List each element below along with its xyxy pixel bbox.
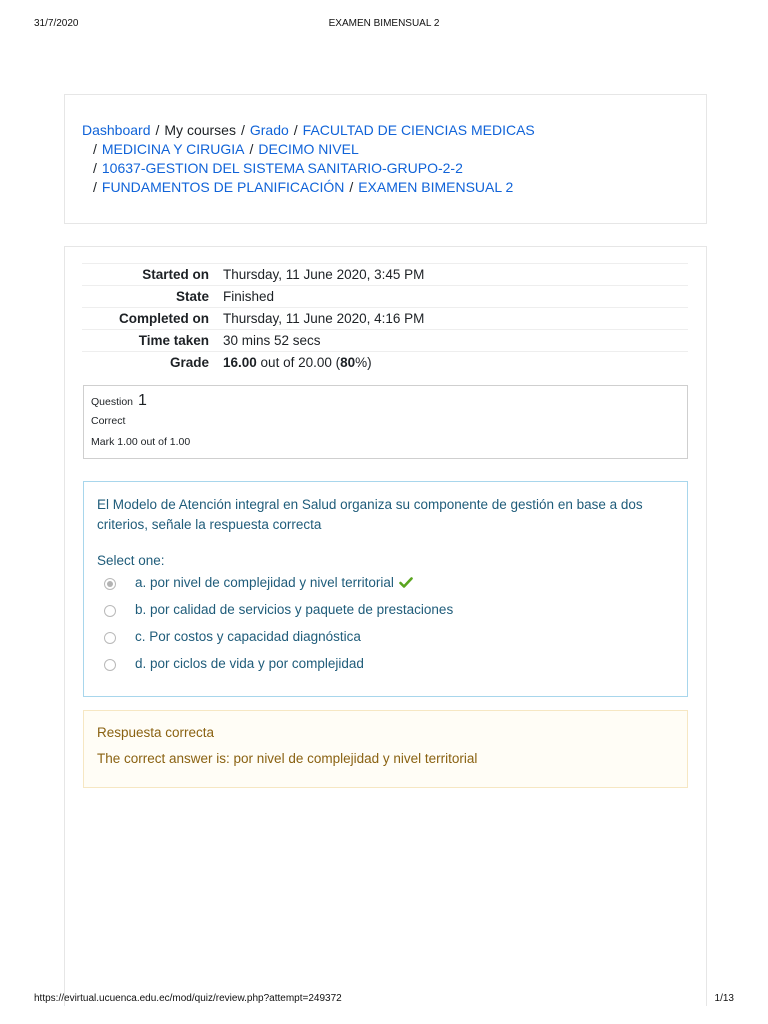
summary-row-started (82, 264, 688, 286)
radio-button[interactable] (104, 605, 116, 617)
answer-option-d[interactable] (104, 656, 674, 676)
summary-label: Grade (169, 355, 209, 371)
summary-label: Started on (142, 267, 209, 282)
breadcrumb-line-4 (82, 178, 682, 197)
answer-label: d. por ciclos de vida y por complejidad (135, 656, 364, 671)
question-state: Correct (91, 415, 126, 427)
breadcrumb-line-2 (82, 140, 682, 159)
print-date: 31/7/2020 (34, 18, 79, 29)
summary-row-time (82, 330, 688, 352)
breadcrumb-section-link[interactable]: FUNDAMENTOS DE PLANIFICACIÓN (101, 179, 345, 195)
answer-option-c[interactable] (104, 629, 674, 649)
radio-button[interactable] (104, 632, 116, 644)
breadcrumb-grado-link[interactable]: Grado (249, 122, 289, 138)
question-number: 1 (137, 392, 147, 409)
breadcrumb-separator: / (93, 141, 97, 157)
print-url: https://evirtual.ucuenca.edu.ec/mod/quiz/review.php?attempt=249372 (34, 993, 342, 1004)
radio-button-selected[interactable] (104, 578, 116, 590)
correct-answer-text: The correct answer is: por nivel de complejidad y nivel territorial (97, 751, 478, 766)
breadcrumb-course-link[interactable]: 10637-GESTION DEL SISTEMA SANITARIO-GRUPO-2-2 (101, 160, 463, 176)
question-mark: Mark 1.00 out of 1.00 (91, 436, 191, 448)
breadcrumb-separator: / (293, 122, 298, 138)
answer-label: c. Por costos y capacidad diagnóstica (135, 629, 361, 644)
breadcrumb-line-3 (82, 159, 682, 178)
print-header (0, 18, 768, 32)
summary-label: Time taken (138, 333, 209, 348)
radio-button[interactable] (104, 659, 116, 671)
summary-row-state (82, 286, 688, 308)
breadcrumb-separator: / (93, 160, 97, 176)
question-formulation (83, 481, 688, 697)
breadcrumb-card (64, 94, 707, 224)
summary-row-completed (82, 308, 688, 330)
breadcrumb-quiz-link[interactable]: EXAMEN BIMENSUAL 2 (358, 179, 514, 195)
answer-label (135, 575, 413, 590)
grade-percent: 80 (340, 355, 356, 371)
print-footer (0, 993, 768, 1007)
summary-value: Finished (223, 289, 275, 304)
question-number-row (91, 392, 680, 408)
breadcrumb-separator: / (93, 179, 97, 195)
check-icon (399, 576, 413, 589)
summary-row-grade (82, 352, 688, 374)
breadcrumb-dashboard-link[interactable]: Dashboard (82, 122, 151, 138)
select-one-prompt: Select one: (97, 553, 165, 568)
question-text: El Modelo de Atención integral en Salud organiza su componente de gestión en base a dos criterios, señale la respuesta correcta (97, 497, 643, 532)
breadcrumb-my-courses: My courses (164, 122, 236, 138)
breadcrumb-line-1 (82, 121, 682, 140)
breadcrumb-nivel-link[interactable]: DECIMO NIVEL (258, 141, 359, 157)
feedback-title: Respuesta correcta (97, 725, 215, 740)
breadcrumb-separator: / (349, 179, 354, 195)
question-info-box (83, 385, 688, 459)
grade-score: 16.00 (223, 355, 257, 371)
summary-grade-value (217, 352, 688, 374)
question-feedback (83, 710, 688, 788)
question-label: Question (91, 396, 134, 408)
summary-value: Thursday, 11 June 2020, 4:16 PM (223, 311, 425, 326)
answer-option-a[interactable] (104, 575, 674, 595)
breadcrumb-separator: / (240, 122, 245, 138)
summary-value: 30 mins 52 secs (223, 333, 321, 348)
breadcrumb (82, 121, 682, 197)
answer-text: a. por nivel de complejidad y nivel territorial (135, 575, 394, 590)
summary-value: Thursday, 11 June 2020, 3:45 PM (223, 267, 425, 282)
summary-label: Completed on (119, 311, 209, 326)
answer-label: b. por calidad de servicios y paquete de prestaciones (135, 602, 454, 617)
answer-option-b[interactable] (104, 602, 674, 622)
print-page-number: 1/13 (714, 993, 734, 1004)
summary-label: State (175, 289, 209, 304)
grade-end: %) (355, 355, 372, 371)
breadcrumb-separator: / (249, 141, 254, 157)
print-title: EXAMEN BIMENSUAL 2 (328, 18, 440, 29)
attempt-summary-table (82, 263, 688, 374)
breadcrumb-facultad-link[interactable]: FACULTAD DE CIENCIAS MEDICAS (302, 122, 535, 138)
breadcrumb-medicina-link[interactable]: MEDICINA Y CIRUGIA (101, 141, 245, 157)
grade-outof: out of 20.00 ( (256, 355, 341, 371)
breadcrumb-separator: / (155, 122, 160, 138)
